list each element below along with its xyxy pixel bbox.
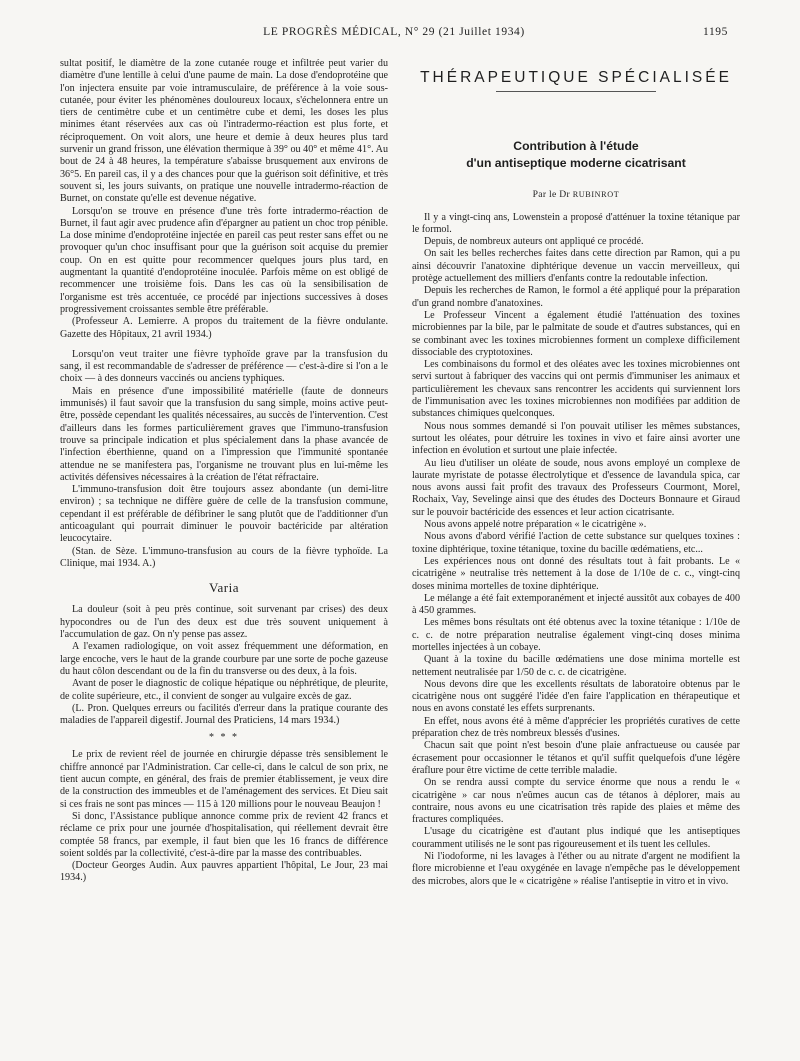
column-gutter (398, 58, 399, 1058)
citation: (Stan. de Sèze. L'immuno-transfusion au cours de la fièvre typhoïde. La Clinique, mai 1934. A.) (60, 545, 388, 569)
section-rubric: THÉRAPEUTIQUE SPÉCIALISÉE (420, 69, 732, 86)
paragraph: Lorsqu'on se trouve en présence d'une très forte intradermo-réaction de Burnet, il faut agir avec prudence afin d'épargner au patient un choc trop pénible. La dose minime d'endoprotéine injectée en pareil cas peut rester sans effet ou ne provoquer qu'un choc insuffisant pour que la guérison soit acquise du premier coup. On en est quitte pour recommencer quelques jours plus tard, en augmentant la quantité d'endoprotéine inoculée. Parfois même on est obligé de recommencer une troisième fois. Dans les cas où la sensibilisation de l'organisme est très accentuée, ce procédé par injections successives à doses progressivement croissantes semble être préférable. (60, 205, 388, 315)
article-body (412, 212, 740, 888)
paragraph: Nous avons appelé notre préparation « le cicatrigène ». (424, 519, 647, 531)
running-head (60, 26, 728, 42)
article-title (412, 138, 740, 172)
paragraph: L'usage du cicatrigène est d'autant plus indiqué que les antiseptiques couramment utilisés ne le sont pas rigoureusement et ils tuent les cellules. (412, 826, 740, 850)
paragraph: Depuis, de nombreux auteurs ont appliqué ce procédé. (424, 236, 644, 248)
asterism: * * * (209, 732, 239, 744)
paragraph: Les expériences nous ont donné des résultats tout à fait probants. Le « cicatrigène » neutralise très nettement à la dose de 1/10e de c. c., vingt-cinq doses minima mortelles de toxine diphtérique. (412, 555, 740, 592)
paragraph: Nous devons dire que les excellents résultats de laboratoire obtenus par le cicatrigène nous ont suggéré l'idée d'en faire l'application en thérapeutique et nous en avons constaté les effets surprenants. (412, 678, 740, 715)
paragraph: En effet, nous avons été à même d'apprécier les propriétés curatives de cette préparation chez de très nombreux blessés d'usines. (412, 715, 740, 740)
citation: (Professeur A. Lemierre. A propos du traitement de la fièvre ondulante. Gazette des Hôpitaux, 21 avril 1934.) (60, 316, 388, 340)
paragraph: Si donc, l'Assistance publique annonce comme prix de revient 42 francs et réclame ce prix pour une journée d'hospitalisation, qui réellement devrait être comptée 58 francs, par exemple, il faut bien que les 16 francs de différence soient soldés par la collectivité, c'est-à-dire par la masse des contribuables. (60, 810, 388, 859)
paragraph: Avant de poser le diagnostic de colique hépatique ou néphrétique, de pleurite, de colite supérieure, etc., il convient de songer au vulgaire excès de gaz. (60, 678, 388, 702)
paragraph: Ni l'iodoforme, ni les lavages à l'éther ou au nitrate d'argent ne modifient la flore microbienne et l'eau oxygénée en lavage n'empêche pas le développement des microbes, alors que le « cicatrigène » réalise l'antiseptie in vitro et in vivo. (412, 851, 740, 887)
paragraph: Le prix de revient réel de journée en chirurgie dépasse très sensiblement le chiffre annoncé par l'Administration. Car celle-ci, dans le calcul de son prix, ne tient aucun compte, en général, des frais de premier établissement, je veux dire de la construction des immeubles et de l'aménagement des services. Et Dieu sait si ces frais ne sont pas minces — 115 à 120 millions pour le nouveau Beaujon ! (60, 749, 388, 810)
paragraph: Il y a vingt-cinq ans, Lowenstein a proposé d'atténuer la toxine tétanique par le formol. (412, 211, 740, 235)
paragraph: A l'examen radiologique, on voit assez fréquemment une déformation, en large encoche, vers le haut de la grande courbure par une sorte de poche gazeuse du haut côlon descendant ou de la fin du transverse ou des deux, à la fois. (60, 641, 388, 677)
section-title-varia: Varia (209, 580, 239, 596)
paragraph: Depuis les recherches de Ramon, le formol a été appliqué pour la préparation d'un grand nombre d'anatoxines. (412, 285, 740, 309)
left-column (60, 58, 388, 885)
paragraph: sultat positif, le diamètre de la zone cutanée rouge et infiltrée peut varier du diamètre d'une lentille à celui d'une paume de main. La dose d'endoprotéine que l'on injectera ensuite par voie intramusculaire, de préférence à la voie sous-cutanée, pour éviter les phénomènes douloureux locaux, s'échelonnera entre un tiers de centimètre cube et un centimètre cube et demi, les doses les plus minimes étant réservées aux cas où l'intradermo-réaction est plus forte, et réciproquement. On voit alors, une heure et demie à deux heures plus tard survenir un grand frisson, une élévation thermique à 39° ou 40° et même 41°. Au bout de 24 à 48 heures, la température s'abaisse brusquement aux environs de 36°5. En pareil cas, il y a des chances pour que la guérison soit définitive, et très souvent si, les jours suivants, on pratique une nouvelle intradermo-réaction de Burnet, on constate qu'elle est devenue négative. (60, 58, 388, 205)
paragraph: On se rendra aussi compte du service énorme que nous a rendu le « cicatrigène » car nous n'eûmes aucun cas de tétanos à déplorer, mais au contraire, nous avons eu une cicatrisation très rapide des plaies et même des fractures compliquées. (412, 777, 740, 826)
paragraph: Quant à la toxine du bacille œdématiens une dose minima mortelle est nettement neutralisée par 1/50 de c. c. de cicatrigène. (412, 654, 740, 678)
rubric-rule (496, 91, 656, 92)
byline-prefix: Par le Dr (532, 189, 570, 201)
journal-title: LE PROGRÈS MÉDICAL, N° 29 (21 Juillet 1934) (263, 26, 525, 38)
paragraph: Mais en présence d'une impossibilité matérielle (faute de donneurs immunisés) il faut savoir que la transfusion du sang simple, moins active peut-être, possède cependant les qualités nécessaires, au succès de l'intervention. C'est d'ailleurs dans les formes particulièrement graves que l'immuno-transfusion trouve sa principale indication et plus spécialement dans la phase avancée de l'infection éberthienne, quand on a l'impression que l'immunité spontanée attendue ne se manifestera pas, l'organisme ne trouvant plus en lui-même les activités défensives nécessaires à la création de l'état réfractaire. (60, 385, 388, 483)
paragraph: On sait les belles recherches faites dans cette direction par Ramon, qui a pu ainsi découvrir l'anatoxine diphtérique devenue un vaccin merveilleux, qui protège actuellement des milliers d'enfants contre la redoutable infection. (412, 248, 740, 285)
right-column (412, 69, 740, 888)
typhoid-lead-paragraph (60, 349, 388, 386)
paragraph: L'immuno-transfusion doit être toujours assez abondante (un demi-litre environ) ; sa technique ne diffère guère de celle de la transfusion commune, cependant il est préférable de défibriner le sang plutôt que de l'additionner d'un anticoagulant qui pourrait diminuer le pouvoir bactéricide par altération leucocytaire. (60, 484, 388, 545)
typhoid-lead-rest: il est recommandable de s'adresser de préférence — c'est-à-dire si l'on a le choix — à des donneurs vaccinés ou anciens typhiques. (60, 361, 388, 385)
citation: (L. Pron. Quelques erreurs ou facilités d'erreur dans la pratique courante des maladies de l'appareil digestif. Journal des Praticiens, 14 mars 1934.) (60, 702, 388, 727)
paragraph: Le Professeur Vincent a également étudié l'atténuation des toxines microbiennes par la bile, par le palmitate de soude et d'autres substances, qui en se combinant avec les toxines microbiennes forment un complexe difficilement dissociable des cryptotoxines. (412, 309, 740, 358)
paragraph: Chacun sait que point n'est besoin d'une plaie anfractueuse ou causée par écrasement pour occasionner le tétanos et qu'il suffit quelquefois d'une légère éraflure pour être victime de cette terrible maladie. (412, 740, 740, 776)
paragraph: Les mêmes bons résultats ont été obtenus avec la toxine tétanique : 1/10e de c. c. de notre préparation neutralise également vingt-cinq doses minima mortelles injectées à un cobaye. (412, 617, 740, 653)
paragraph: Au lieu d'utiliser un oléate de soude, nous avons employé un complexe de laurate myristate de potasse électrolytique et d'essence de lavandula spica, car nous avons aussi fait profit des travaux des Professeurs Courmont, Morel, Rochaix, Vay, Sevelinge ainsi que des études des Docteurs Bonnaure et Giraud sur le pouvoir bactéricide des essences et leur action cicatrisante. (412, 457, 740, 518)
paragraph: Nous nous sommes demandé si l'on pouvait utiliser les mêmes substances, surtout les oléates, pour détruire les toxines in vivo et faire ainsi avorter une infection en évolution et surtout une plaie infectée. (412, 420, 740, 457)
paragraph: La douleur (soit à peu près continue, soit survenant par crises) des deux hypocondres ou de l'un des deux est due très souvent uniquement à l'accumulation de gaz. On n'y pense pas assez. (60, 604, 388, 641)
paragraph: Nous avons d'abord vérifié l'action de cette substance sur quelques toxines : toxine diphtérique, toxine tétanique, toxine du bacille œdématiens, etc... (412, 531, 740, 555)
article-title-line: Contribution à l'étude (513, 139, 639, 154)
article-title-line: d'un antiseptique moderne cicatrisant (466, 156, 686, 171)
citation: (Docteur Georges Audin. Aux pauvres appartient l'hôpital, Le Jour, 23 mai 1934.) (60, 860, 388, 884)
paragraph: Les combinaisons du formol et des oléates avec les toxines microbiennes ont servi surtout à fabriquer des vaccins qui ont permis d'immuniser les animaux et particulièrement les chevaux sans rencontrer les accidents qui surviennent lors de l'immunisation avec les toxines microbiennes non modifiées par addition de substances chimiques quelconques. (412, 359, 740, 420)
byline (412, 189, 740, 201)
paragraph: Le mélange a été fait extemporanément et injecté aussitôt aux cobayes de 400 à 450 grammes. (412, 592, 740, 617)
byline-author: RUBINROT (572, 190, 620, 200)
page-number: 1195 (703, 26, 728, 38)
typhoid-lead: Lorsqu'on veut traiter une fièvre typhoïde grave par la transfusion du sang, (60, 348, 388, 373)
